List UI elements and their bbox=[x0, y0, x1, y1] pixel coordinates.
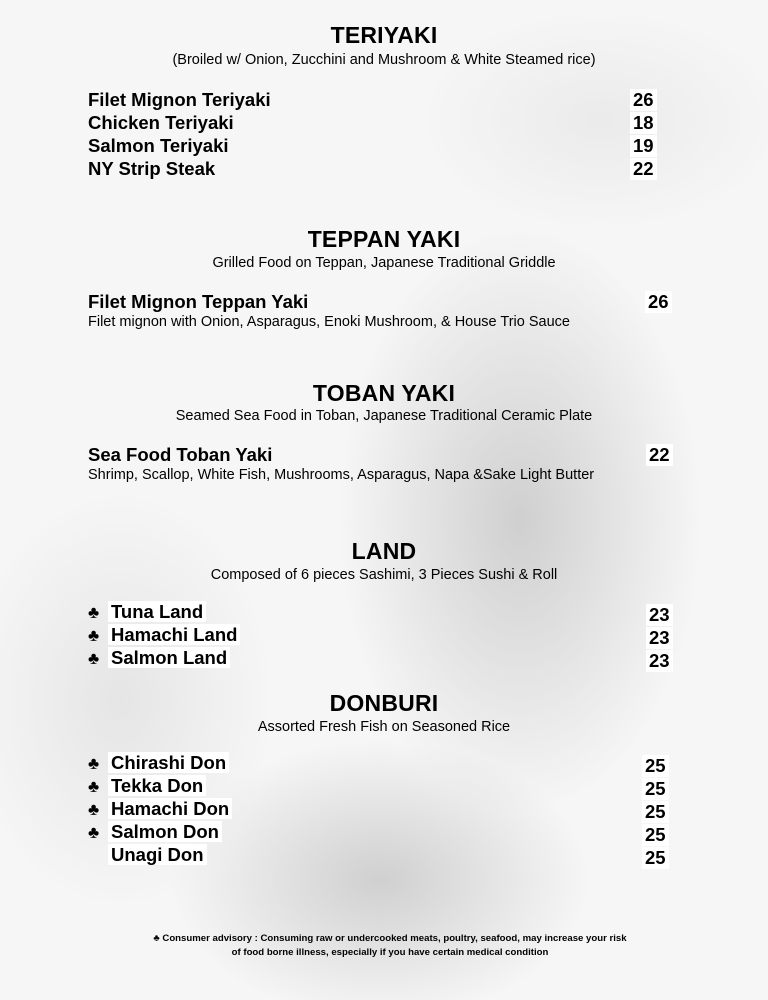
donburi-item-name: Hamachi Don bbox=[108, 798, 232, 819]
teppan-item-price: 26 bbox=[645, 291, 672, 313]
club-icon: ♣ bbox=[88, 777, 100, 796]
toban-title: TOBAN YAKI bbox=[312, 380, 456, 406]
donburi-item bbox=[88, 775, 206, 797]
donburi-item-name: Tekka Don bbox=[108, 775, 206, 796]
land-item bbox=[88, 624, 240, 646]
land-item bbox=[88, 647, 230, 669]
club-icon: ♣ bbox=[153, 933, 160, 944]
donburi-item-price: 25 bbox=[642, 755, 669, 777]
teriyaki-item-name: NY Strip Steak bbox=[88, 158, 216, 179]
advisory-line-1: Consumer advisory : Consuming raw or undercooked meats, poultry, seafood, may increase your risk bbox=[162, 933, 627, 944]
toban-item-name: Sea Food Toban Yaki bbox=[88, 444, 273, 465]
teriyaki-item-price: 19 bbox=[630, 135, 657, 157]
club-icon: ♣ bbox=[88, 754, 100, 773]
club-icon: ♣ bbox=[88, 823, 100, 842]
land-item-price: 23 bbox=[646, 604, 673, 626]
donburi-item-name: Unagi Don bbox=[108, 844, 207, 865]
teriyaki-item-price: 18 bbox=[630, 112, 657, 134]
land-title: LAND bbox=[351, 538, 417, 564]
club-icon: ♣ bbox=[88, 649, 100, 668]
donburi-item-name: Salmon Don bbox=[108, 821, 222, 842]
teriyaki-item-price: 26 bbox=[630, 89, 657, 111]
teriyaki-title: TERIYAKI bbox=[330, 22, 438, 48]
teriyaki-item-name: Salmon Teriyaki bbox=[88, 135, 229, 156]
club-icon: ♣ bbox=[88, 800, 100, 819]
donburi-title: DONBURI bbox=[329, 690, 439, 716]
donburi-item-name: Chirashi Don bbox=[108, 752, 229, 773]
club-icon: ♣ bbox=[88, 626, 100, 645]
teriyaki-item-name: Chicken Teriyaki bbox=[88, 112, 234, 133]
donburi-subtitle: Assorted Fresh Fish on Seasoned Rice bbox=[257, 719, 511, 735]
teriyaki-subtitle: (Broiled w/ Onion, Zucchini and Mushroom & White Steamed rice) bbox=[172, 52, 596, 68]
donburi-item bbox=[88, 798, 232, 820]
land-subtitle: Composed of 6 pieces Sashimi, 3 Pieces Sushi & Roll bbox=[210, 567, 558, 583]
teriyaki-item-name: Filet Mignon Teriyaki bbox=[88, 89, 271, 110]
club-icon: ♣ bbox=[88, 603, 100, 622]
land-item-price: 23 bbox=[646, 650, 673, 672]
teppan-subtitle: Grilled Food on Teppan, Japanese Traditional Griddle bbox=[212, 255, 556, 271]
toban-item-price: 22 bbox=[646, 444, 673, 466]
donburi-item-price: 25 bbox=[642, 847, 669, 869]
donburi-item-price: 25 bbox=[642, 801, 669, 823]
teppan-title: TEPPAN YAKI bbox=[307, 226, 461, 252]
teppan-item-name: Filet Mignon Teppan Yaki bbox=[88, 291, 309, 312]
land-item-name: Salmon Land bbox=[108, 647, 230, 668]
land-item-name: Hamachi Land bbox=[108, 624, 240, 645]
donburi-item-price: 25 bbox=[642, 824, 669, 846]
donburi-item-price: 25 bbox=[642, 778, 669, 800]
consumer-advisory bbox=[130, 932, 650, 960]
land-item bbox=[88, 601, 206, 623]
donburi-item bbox=[88, 821, 222, 843]
land-item-name: Tuna Land bbox=[108, 601, 206, 622]
teriyaki-item-price: 22 bbox=[630, 158, 657, 180]
toban-item-description: Shrimp, Scallop, White Fish, Mushrooms, Asparagus, Napa &Sake Light Butter bbox=[88, 467, 595, 483]
donburi-item bbox=[88, 752, 229, 774]
land-item-price: 23 bbox=[646, 627, 673, 649]
teppan-item-description: Filet mignon with Onion, Asparagus, Enoki Mushroom, & House Trio Sauce bbox=[88, 314, 570, 330]
toban-subtitle: Seamed Sea Food in Toban, Japanese Traditional Ceramic Plate bbox=[175, 408, 593, 424]
advisory-line-2: of food borne illness, especially if you have certain medical condition bbox=[231, 947, 549, 958]
donburi-item bbox=[88, 844, 207, 866]
